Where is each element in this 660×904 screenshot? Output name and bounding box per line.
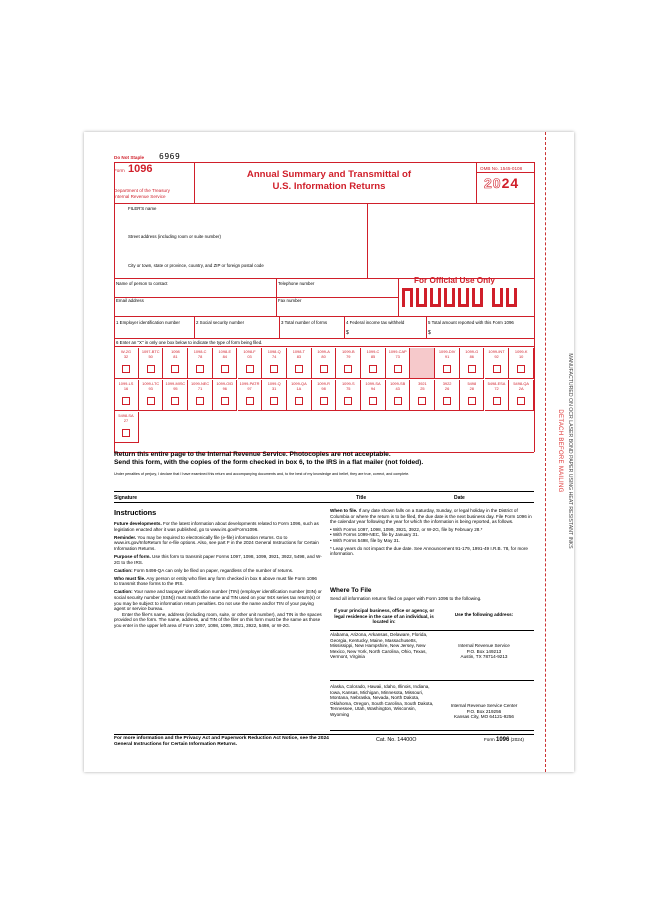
form-type-1099-patr — [238, 380, 263, 411]
form-type-name: 5498-SA — [118, 413, 134, 418]
omb-number: OMB No. 1545-0108 — [480, 166, 523, 171]
form-type-1098-f — [238, 348, 263, 379]
form-type-code: 27 — [123, 417, 129, 423]
form-type-name: 1098-F — [243, 349, 256, 354]
form-type-code: 96 — [222, 385, 227, 391]
form-type-checkbox[interactable] — [320, 397, 328, 405]
box-4-field[interactable] — [352, 327, 424, 337]
dept-treasury: Department of the Treasury — [114, 188, 170, 193]
form-type-checkbox[interactable] — [493, 365, 501, 373]
form-type-code: 16 — [123, 385, 129, 391]
filer-name-field[interactable] — [116, 212, 366, 226]
when-to-file: When to file. If any date shown falls on a Saturday, Sunday, or legal holiday in the District of Columbia or where the return is to be filed, the due date is the next business day. File Form 1096 in the calendar year following the year for which the information is being reported, as follows. • With Forms 1097, 1098, 1099, 3921, 3922, or W-2G, file by February 28.* • With Forms 1099-NEC, file by January 31. • With Forms 5498, file by May 31. * Leap years do not impact the due date. See Announcement 91-179, 1991-49 I.R.B. 78, for more information. — [330, 508, 534, 557]
title-field[interactable] — [356, 482, 446, 491]
do-not-staple: Do Not Staple — [114, 155, 145, 160]
caution-tin: Caution: Your name and taxpayer identification number (TIN) (employer identification number (EIN) or social security number (SSN)) must match the name and TIN used on your 94X series tax return(s) or you may be subject to information return penalties. Do not use the name and/or TIN of your paying agent or service bureau. — [114, 589, 322, 612]
form-type-1099-nec — [188, 380, 213, 411]
instructions-heading: Instructions — [114, 508, 157, 517]
address-kansas-city: Internal Revenue Service Center P.O. Box 219256 Kansas City, MO 64121-9256 — [450, 703, 518, 720]
date-field[interactable] — [454, 482, 534, 491]
form-type-1099-qa — [287, 380, 312, 411]
form-type-code: 2A — [518, 385, 524, 391]
form-type-code: 28 — [469, 385, 474, 391]
form-type-name: 1097-BTC — [141, 349, 160, 354]
form-type-checkbox[interactable] — [394, 397, 402, 405]
address-austin: Internal Revenue Service P.O. Box 149213 Austin, TX 78714-9213 — [458, 643, 510, 660]
form-number: 1096 — [128, 163, 153, 175]
form-type-w-2g — [114, 348, 139, 379]
return-notice — [114, 451, 544, 468]
form-type-checkbox[interactable] — [295, 397, 303, 405]
form-type-code: 97 — [247, 385, 252, 391]
form-type-name: 1099-LTC — [142, 381, 160, 386]
form-type-5498-esa — [485, 380, 510, 411]
filer-name-instruction: Enter the filer's name, address (including room, suite, or other unit number), and TIN in the spaces provided on the form. The name, address, and TIN of the filer on this form must be the same as those you enter in the upper left area of Form 1097, 1098, 1099, 3921, 3922, 5498, or W-2G. — [114, 611, 322, 628]
fax-field[interactable] — [278, 304, 396, 313]
perjury-statement: Under penalties of perjury, I declare that I have examined this return and accompanying documents and, to the best of my knowledge and belief, they are true, correct, and complete. — [114, 472, 410, 476]
footer-form-id: Form 1096 (2024) — [484, 737, 524, 743]
form-type-checkbox[interactable] — [493, 397, 501, 405]
form-type-name: 1099-A — [317, 349, 330, 354]
tax-year — [484, 175, 519, 191]
box-5-label: 5 Total amount reported with this Form 1096 — [428, 320, 514, 325]
form-type-checkbox[interactable] — [295, 365, 303, 373]
email-field[interactable] — [116, 304, 274, 313]
form-type-1099-k — [509, 348, 534, 379]
instructions-column — [114, 521, 322, 629]
form-type-name: 1099-R — [317, 381, 330, 386]
filer-name-label: FILER'S name — [128, 206, 157, 211]
box-2-field[interactable] — [196, 327, 276, 337]
box-3-field[interactable] — [281, 327, 341, 337]
form-type-name: 1099-Q — [267, 381, 281, 386]
form-type-1099-g — [460, 348, 485, 379]
form-type-code: 83 — [296, 353, 302, 359]
col-location-head: If your principal business, office or agency, or legal residence in the case of an individual, is located in: — [333, 608, 435, 625]
form-code: 6969 — [159, 152, 181, 161]
form-type-1099-sb — [386, 380, 411, 411]
form-type-1099-s — [336, 380, 361, 411]
form-type-code: 95 — [173, 385, 178, 391]
box-1-field[interactable] — [116, 327, 192, 337]
city-field[interactable] — [116, 269, 366, 275]
leap-year-note: * Leap years do not impact the due date. See Announcement 91-179, 1991-49 I.R.B. 78, for more information. — [330, 545, 528, 557]
return-notice-line-2: Send this form, with the copies of the form checked in box 6, to the IRS in a flat mailer (not folded). — [114, 459, 424, 467]
official-use-label: For Official Use Only — [414, 276, 495, 285]
box-3-label: 3 Total number of forms — [281, 320, 328, 325]
irs-label: Internal Revenue Service — [114, 194, 166, 199]
form-type-code: 10 — [519, 353, 524, 359]
col-address-head: Use the following address: — [454, 612, 514, 617]
form-type-1099-r — [312, 380, 337, 411]
street-address-field[interactable] — [116, 240, 366, 254]
form-type-1099-ltc — [139, 380, 164, 411]
form-type-5498-qa — [509, 380, 534, 411]
form-type-3922 — [435, 380, 460, 411]
form-type-1099-div — [435, 348, 460, 379]
form-type-1099-misc — [163, 380, 188, 411]
form-type-name: 1098-C — [193, 349, 207, 354]
form-type-checkbox[interactable] — [246, 365, 254, 373]
form-type-code: 98 — [321, 385, 326, 391]
detach-stub — [545, 132, 576, 772]
detach-text: DETACH BEFORE MAILING — [557, 409, 563, 493]
form-type-name: 5498 — [467, 381, 477, 386]
where-to-file-text: Send all information returns filed on paper with Form 1096 to the following. — [330, 596, 482, 601]
form-type-checkbox[interactable] — [122, 429, 130, 437]
form-type-code: 94 — [370, 385, 376, 391]
form-1096-page — [84, 132, 574, 772]
form-type-code: 43 — [395, 385, 400, 391]
form-type-checkbox[interactable] — [196, 397, 204, 405]
form-type-code: 32 — [123, 353, 129, 359]
form-type-name: 1099-S — [342, 381, 355, 386]
form-type-checkbox[interactable] — [344, 397, 352, 405]
form-type-name: 1099-K — [514, 349, 528, 354]
form-type-code: 50 — [148, 353, 153, 359]
box-2-label: 2 Social security number — [196, 320, 245, 325]
form-type-checkbox[interactable] — [221, 397, 229, 405]
form-type-checkbox[interactable] — [443, 397, 451, 405]
form-type-1099-ls — [114, 380, 139, 411]
form-type-5498 — [460, 380, 485, 411]
form-type-name: 1099-CAP — [388, 349, 407, 354]
form-label: Form — [114, 168, 125, 173]
form-type-code: 72 — [494, 385, 499, 391]
form-type-name: 5498-QA — [513, 381, 529, 386]
form-type-code: 79 — [346, 353, 351, 359]
form-type-1098-t — [287, 348, 312, 379]
form-type-code: 78 — [197, 353, 203, 359]
form-type-checkbox[interactable] — [171, 397, 179, 405]
form-type-name: 3921 — [418, 381, 427, 386]
box-6-label: 6 Enter an "X" in only one box below to indicate the type of form being filed. — [116, 340, 263, 345]
catalog-number: Cat. No. 14400O — [376, 737, 417, 743]
where-to-file-heading: Where To File — [330, 587, 372, 594]
who-must-file: Who must file. Any person or entity who files any form checked in box 6 above must file Form 1096 to transmit those forms to the IRS. — [114, 575, 317, 587]
form-type-shaded — [410, 348, 435, 379]
form-type-name: 1098-E — [218, 349, 232, 354]
form-type-checkbox[interactable] — [517, 365, 525, 373]
form-type-name: 1098-Q — [267, 349, 281, 354]
states-group-1: Alabama, Arizona, Arkansas, Delaware, Florida, Georgia, Kentucky, Maine, Massachusetts, Mississippi, New Hampshire, New Jersey, New Mexico, New York, North Carolina, Ohio, Texas, Vermont, Virginia — [330, 632, 428, 660]
form-type-name: 1099-DIV — [438, 349, 456, 354]
form-type-checkbox[interactable] — [468, 365, 476, 373]
form-type-checkbox[interactable] — [270, 365, 278, 373]
deadline-3: • With Forms 5498, file by May 31. — [330, 537, 401, 543]
form-type-name: 1099-SA — [365, 381, 381, 386]
year-prefix: 20 — [484, 175, 502, 191]
form-type-name: W-2G — [120, 349, 132, 354]
telephone-field[interactable] — [278, 287, 396, 296]
form-type-1099-cap — [386, 348, 411, 379]
form-type-checkbox[interactable] — [418, 397, 426, 405]
form-type-code: 93 — [148, 385, 153, 391]
contact-person-field[interactable] — [116, 287, 274, 296]
telephone-label: Telephone number — [278, 281, 315, 286]
form-type-1099-oid — [213, 380, 238, 411]
form-type-1099-sa — [361, 380, 386, 411]
deadline-1: • With Forms 1097, 1098, 1099, 3921, 3922, or W-2G, file by February 28.* — [330, 526, 483, 532]
form-type-name: 1099-MISC — [165, 381, 186, 386]
form-type-checkbox[interactable] — [369, 365, 377, 373]
privacy-notice: For more information and the Privacy Act and Paperwork Reduction Act Notice, see the 2024 General Instructions for Certain Information Returns. — [114, 736, 329, 747]
title-line-1: Annual Summary and Transmittal of — [246, 169, 412, 180]
form-type-checkbox[interactable] — [147, 365, 155, 373]
form-type-name: 1099-SB — [390, 381, 406, 386]
form-type-code: 91 — [444, 353, 450, 359]
fax-label: Fax number — [278, 298, 302, 303]
form-type-3921 — [410, 380, 435, 411]
deadline-2: • With Forms 1099-NEC, file by January 31. — [330, 532, 419, 538]
form-type-code: 80 — [321, 353, 326, 359]
purpose-of-form: Purpose of form. Use this form to transmit paper Forms 1097, 1098, 1099, 3921, 3922, 5498, and W-2G to the IRS. — [114, 553, 322, 565]
caution-5498qa: Caution: Form 5498-QA can only be filed on paper, regardless of the number of returns. — [114, 567, 294, 573]
form-type-checkbox[interactable] — [270, 397, 278, 405]
form-type-checkbox[interactable] — [344, 365, 352, 373]
form-type-code: 75 — [346, 385, 351, 391]
form-type-1099-int — [485, 348, 510, 379]
form-type-1098-c — [188, 348, 213, 379]
form-type-name: 1099-PATR — [239, 381, 260, 386]
form-type-code: 31 — [272, 385, 277, 391]
city-label: City or town, state or province, country, and ZIP or foreign postal code — [128, 263, 264, 268]
form-type-checkbox[interactable] — [221, 365, 229, 373]
form-type-checkbox[interactable] — [517, 397, 525, 405]
form-type-name: 5498-ESA — [487, 381, 506, 386]
form-type-checkbox[interactable] — [147, 397, 155, 405]
form-type-name: 1099-NEC — [191, 381, 210, 386]
form-type-code: 26 — [444, 385, 450, 391]
year-suffix: 24 — [501, 175, 520, 191]
form-type-checkbox[interactable] — [196, 365, 204, 373]
form-type-1097-btc — [139, 348, 164, 379]
form-type-checkbox[interactable] — [171, 365, 179, 373]
box-5-field[interactable] — [434, 327, 532, 337]
signature-field[interactable] — [114, 482, 344, 491]
form-type-name: 1099-C — [366, 349, 380, 354]
reminder: Reminder. You may be required to electronically file (e-file) information returns. Go to www.irs.gov/InfoReturn for e-file options. Also, see part F in the 2024 General Instructions for Certain Information Returns. — [114, 534, 319, 551]
form-type-checkbox[interactable] — [468, 397, 476, 405]
form-type-name: 1099-QA — [291, 381, 307, 386]
form-type-code: 25 — [420, 385, 425, 391]
form-type-code: 81 — [173, 353, 178, 359]
form-type-checkbox[interactable] — [369, 397, 377, 405]
form-type-name: 1098 — [171, 349, 180, 354]
form-type-checkbox[interactable] — [246, 397, 254, 405]
contact-person-label: Name of person to contact — [116, 281, 168, 286]
date-label: Date — [454, 495, 465, 501]
form-type-code: 1A — [296, 385, 302, 391]
form-type-name: 1099-LS — [118, 381, 134, 386]
form-type-1099-a — [312, 348, 337, 379]
form-type-checkbox[interactable] — [320, 365, 328, 373]
signature-label: Signature — [114, 495, 138, 501]
form-type-1099-b — [336, 348, 361, 379]
form-type-name: 1099-B — [342, 349, 355, 354]
form-type-5498-sa — [114, 412, 139, 443]
title-line-2: U.S. Information Returns — [272, 181, 386, 192]
form-type-checkbox[interactable] — [122, 365, 130, 373]
form-type-1098-q — [262, 348, 287, 379]
form-type-1098-e — [213, 348, 238, 379]
manufactured-text: MANUFACTURED ON OCR LASER BOND PAPER USING HEAT RESISTANT INKS — [567, 353, 573, 549]
form-type-name: 1099-G — [465, 349, 479, 354]
street-address-label: Street address (including room or suite number) — [128, 234, 221, 239]
form-type-1099-c — [361, 348, 386, 379]
form-type-code: 74 — [272, 353, 277, 359]
form-type-code: 03 — [247, 353, 252, 359]
box-5-dollar: $ — [428, 330, 431, 336]
form-type-name: 1098-T — [292, 349, 306, 354]
form-type-1098 — [163, 348, 188, 379]
form-type-name: 1099-OID — [216, 381, 234, 386]
form-type-code: 85 — [370, 353, 376, 359]
email-label: Email address — [116, 298, 144, 303]
box-4-dollar: $ — [346, 330, 349, 336]
future-developments: Future developments. For the latest information about developments related to Form 1096, such as legislation enacted after it was published, go to www.irs.gov/Form1096. — [114, 521, 319, 532]
form-type-code: 92 — [494, 353, 499, 359]
form-type-1099-q — [262, 380, 287, 411]
return-notice-line-1: Return this entire page to the Internal Revenue Service. Photocopies are not acceptable. — [114, 451, 391, 458]
box-1-label: 1 Employer identification number — [116, 320, 180, 325]
box-4-label: 4 Federal income tax withheld — [346, 320, 405, 325]
form-type-name: 3922 — [442, 381, 452, 386]
title-label: Title — [356, 495, 367, 501]
form-type-code: 84 — [222, 353, 227, 359]
form-type-code: 86 — [469, 353, 474, 359]
form-type-checkbox[interactable] — [394, 365, 402, 373]
form-type-code: 71 — [197, 385, 203, 391]
form-type-code: 73 — [395, 353, 400, 359]
states-group-2: Alaska, Colorado, Hawaii, Idaho, Illinois, Indiana, Iowa, Kansas, Michigan, Minnesota, Missouri, Montana, Nebraska, Nevada, North Dakota, Oklahoma, Oregon, South Carolina, South Dakota, Tennessee, Utah, Washington, Wisconsin, Wyoming — [330, 684, 434, 717]
form-type-checkbox[interactable] — [122, 397, 130, 405]
form-type-checkbox[interactable] — [443, 365, 451, 373]
form-type-name: 1099-INT — [488, 349, 505, 354]
